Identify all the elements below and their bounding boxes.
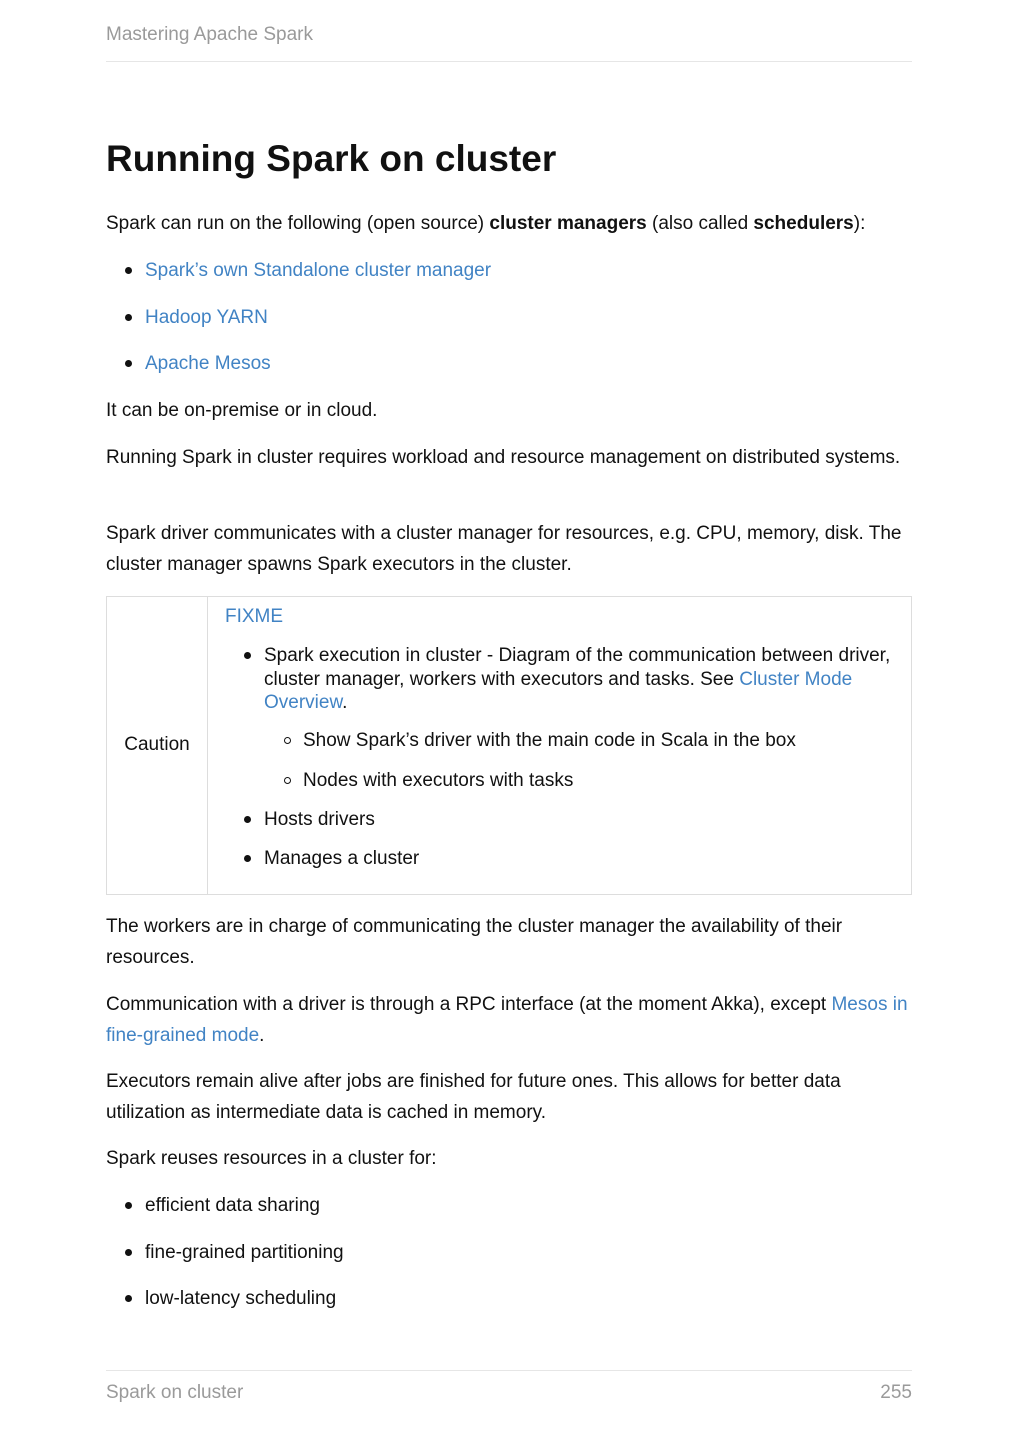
caution-admonition	[106, 596, 912, 895]
list-item	[106, 255, 491, 302]
list-item: low-latency scheduling	[106, 1283, 344, 1330]
caution-subitem: Show Spark’s driver with the main code in Scala in the box	[303, 730, 796, 751]
caution-item-text: Spark execution in cluster - Diagram of the communication between driver, cluster manager, workers with executors and tasks. See	[264, 645, 891, 690]
list-item: fine-grained partitioning	[106, 1237, 344, 1284]
page-title: Running Spark on cluster	[106, 138, 557, 179]
link-standalone-cluster-manager[interactable]: Spark’s own Standalone cluster manager	[145, 260, 492, 281]
link-hadoop-yarn[interactable]: Hadoop YARN	[145, 306, 268, 328]
fixme-link[interactable]: FIXME	[225, 606, 284, 627]
caution-item-execution-diagram	[264, 644, 904, 715]
list-item	[106, 348, 491, 395]
list-item: efficient data sharing	[106, 1190, 344, 1237]
link-mesos-fine-grained[interactable]: Mesos in fine-grained mode	[106, 994, 908, 1046]
chapter-name: Spark on cluster	[106, 1382, 244, 1403]
intro-bold-cluster-managers: cluster managers	[489, 213, 647, 234]
book-title: Mastering Apache Spark	[106, 24, 314, 45]
caution-item-manages-cluster: Manages a cluster	[264, 847, 904, 871]
caution-item-period: .	[342, 692, 348, 713]
paragraph-workers: The workers are in charge of communicating the cluster manager the availability of their resources.	[106, 916, 843, 968]
intro-text-2: (also called	[646, 213, 754, 234]
reuse-list	[106, 1190, 344, 1330]
intro-text-3: ):	[853, 213, 866, 234]
intro-bold-schedulers: schedulers	[753, 213, 854, 234]
caution-subitem: Nodes with executors with tasks	[303, 770, 574, 791]
link-cluster-mode-overview[interactable]: Cluster Mode Overview	[264, 668, 853, 713]
rpc-period: .	[259, 1025, 265, 1046]
link-apache-mesos[interactable]: Apache Mesos	[145, 353, 271, 374]
paragraph-executors: Executors remain alive after jobs are finished for future ones. This allows for better data utilization as intermediate data is cached in memory.	[106, 1071, 841, 1123]
paragraph-on-premise: It can be on-premise or in cloud.	[106, 400, 378, 421]
list-item	[106, 302, 491, 349]
rpc-text: Communication with a driver is through a RPC interface (at the moment Akka), except	[106, 994, 832, 1015]
paragraph-rpc	[106, 989, 912, 1051]
running-header	[106, 24, 912, 62]
paragraph-resource-management: Running Spark in cluster requires workload and resource management on distributed systems.	[106, 447, 901, 468]
intro-paragraph	[106, 208, 912, 239]
cluster-managers-list	[106, 255, 491, 395]
caution-item-hosts-drivers: Hosts drivers	[264, 808, 904, 832]
caution-body	[208, 597, 911, 894]
running-footer	[106, 1370, 912, 1404]
caution-label: Caution	[107, 597, 208, 894]
intro-text-1: Spark can run on the following (open source)	[106, 213, 490, 234]
paragraph-reuse: Spark reuses resources in a cluster for:	[106, 1148, 437, 1169]
page-number: 255	[880, 1382, 912, 1403]
paragraph-driver-communication: Spark driver communicates with a cluster manager for resources, e.g. CPU, memory, disk. The cluster manager spawns Spark executors in the cluster.	[106, 523, 902, 575]
